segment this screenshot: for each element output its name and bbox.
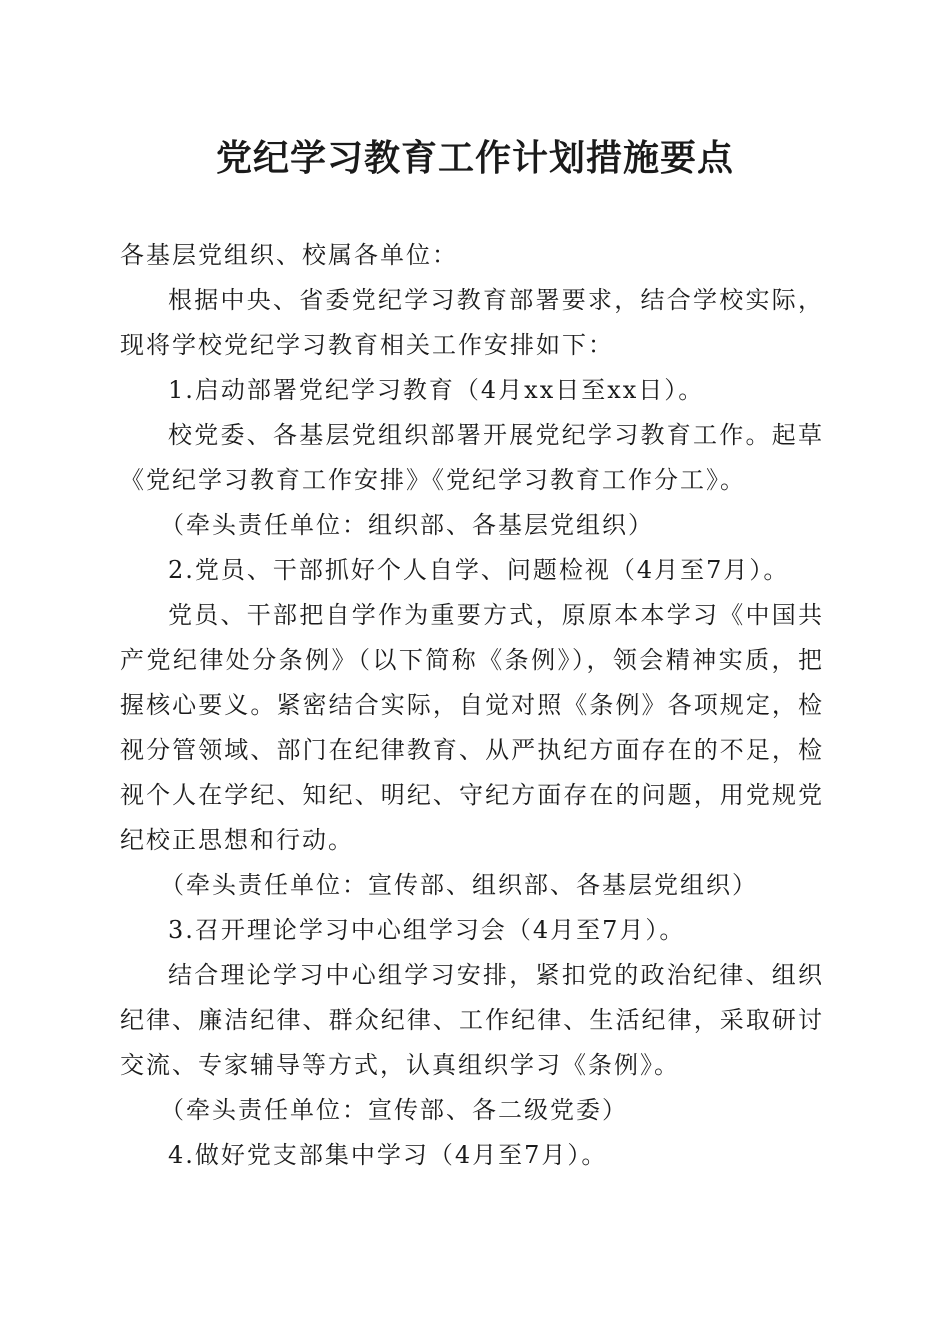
section-3-body: 结合理论学习中心组学习安排，紧扣党的政治纪律、组织纪律、廉洁纪律、群众纪律、工作纪律、生活纪律，采取研讨交流、专家辅导等方式，认真组织学习《条例》。 xyxy=(120,961,824,1079)
section-3-responsible-units: （牵头责任单位：宣传部、各二级党委） xyxy=(160,1096,628,1124)
section-1-responsible-units: （牵头责任单位：组织部、各基层党组织） xyxy=(160,511,654,539)
section-2-responsible-units: （牵头责任单位：宣传部、组织部、各基层党组织） xyxy=(160,871,758,899)
section-2-heading: 2.党员、干部抓好个人自学、问题检视（4月至7月）。 xyxy=(168,556,790,584)
document-title: 党纪学习教育工作计划措施要点 xyxy=(215,137,734,179)
section-2-body: 党员、干部把自学作为重要方式，原原本本学习《中国共产党纪律处分条例》（以下简称《条例》），领会精神实质，把握核心要义。紧密结合实际，自觉对照《条例》各项规定，检视分管领域、部门在纪律教育、从严执纪方面存在的不足，检视个人在学纪、知纪、明纪、守纪方面存在的问题，用党规党纪校正思想和行动。 xyxy=(120,601,824,854)
section-4-heading: 4.做好党支部集中学习（4月至7月）。 xyxy=(168,1141,608,1169)
salutation: 各基层党组织、校属各单位： xyxy=(120,241,458,269)
section-1-heading: 1.启动部署党纪学习教育（4月xx日至xx日）。 xyxy=(168,376,705,404)
intro-paragraph: 根据中央、省委党纪学习教育部署要求，结合学校实际，现将学校党纪学习教育相关工作安排如下： xyxy=(120,286,824,359)
section-3-heading: 3.召开理论学习中心组学习会（4月至7月）。 xyxy=(168,916,686,944)
section-1-body: 校党委、各基层党组织部署开展党纪学习教育工作。起草《党纪学习教育工作安排》《党纪学习教育工作分工》。 xyxy=(120,421,824,494)
document-body xyxy=(120,233,824,1178)
